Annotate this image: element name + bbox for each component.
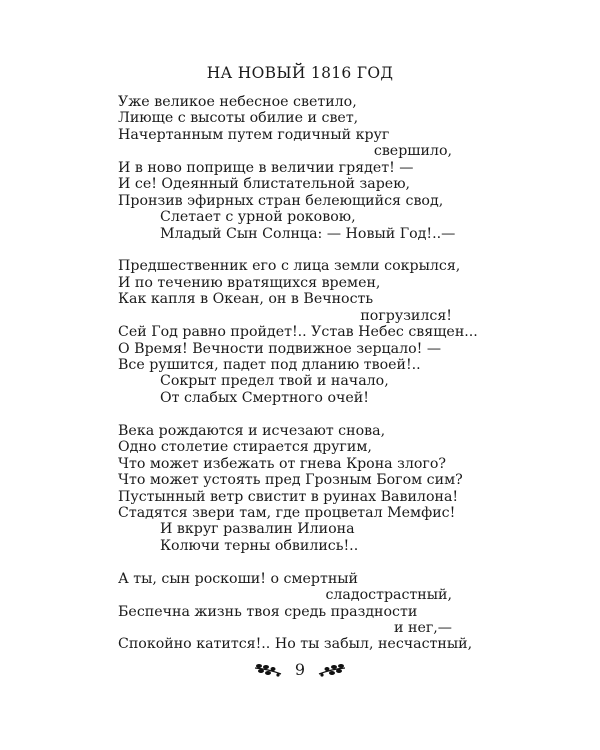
poem-line: Одно столетие стирается другим,	[118, 439, 372, 456]
poem-line: И по течению вратящихся времен,	[118, 274, 381, 291]
poem-line: Спокойно катится!.. Но ты забыл, несчастный,	[118, 636, 473, 653]
poem-line: Предшественник его с лица земли сокрылся,	[118, 258, 461, 275]
poem-line: Сей Год равно пройдет!.. Устав Небес священ...	[118, 324, 478, 341]
stanza	[118, 94, 456, 242]
poem-body	[118, 94, 478, 669]
poem-line: Начертанным путем годичный круг	[118, 126, 390, 143]
poem-line: Все рушится, падет под дланию твоей!..	[118, 357, 421, 373]
laurel-left-icon	[253, 663, 283, 677]
poem-line: Пустынный ветр свистит в руинах Вавилона!	[118, 488, 459, 505]
poem-line: И се! Одеянный блистательной зарею,	[118, 176, 411, 193]
poem-line: Уже великое небесное светило,	[118, 94, 357, 110]
poem-line: погрузился!	[360, 307, 452, 324]
poem-line: Сокрыт предел твой и начало,	[160, 373, 389, 390]
poem-line: Беспечна жизнь твоя средь праздности	[118, 603, 418, 620]
poem-line: Что может устоять пред Грозным Богом сим?	[118, 472, 463, 489]
poem-line: сладострастный,	[325, 587, 452, 604]
poem-line: Века рождаются и исчезают снова,	[118, 422, 386, 439]
page-number: 9	[294, 660, 306, 679]
poem-line: А ты, сын роскоши! о смертный	[118, 570, 359, 587]
poem-line: Пронзив эфирных стран белеющийся свод,	[118, 192, 444, 209]
page-footer	[0, 660, 600, 679]
poem-line: Младый Сын Солнца: — Новый Год!..—	[160, 225, 456, 242]
poem-title: НА НОВЫЙ 1816 ГОД	[206, 64, 394, 82]
stanza	[118, 258, 478, 406]
poem-line: и нег,—	[394, 620, 452, 636]
poem-line: От слабых Смертного очей!	[160, 389, 369, 406]
laurel-right-icon	[317, 663, 347, 677]
poem-line: Как капля в Океан, он в Вечность	[118, 291, 374, 308]
poem-line: свершило,	[373, 143, 452, 160]
stanza	[118, 422, 463, 555]
poem-line: И вкруг развалин Илиона	[160, 521, 355, 538]
poem-line: Стадятся звери там, где процветал Мемфис!	[118, 504, 456, 521]
poem-line: Что может избежать от гнева Крона злого?	[118, 455, 447, 472]
poem-line: О Время! Вечности подвижное зерцало! —	[118, 340, 442, 357]
poem-line: Колючи терны обвились!..	[160, 537, 359, 554]
stanza	[118, 570, 473, 653]
poem-line: И в ново поприще в величии грядет! —	[118, 159, 414, 176]
poem-line: Слетает с урной роковою,	[160, 209, 356, 226]
poem-line: Лиюще с высоты обилие и свет,	[118, 110, 359, 127]
